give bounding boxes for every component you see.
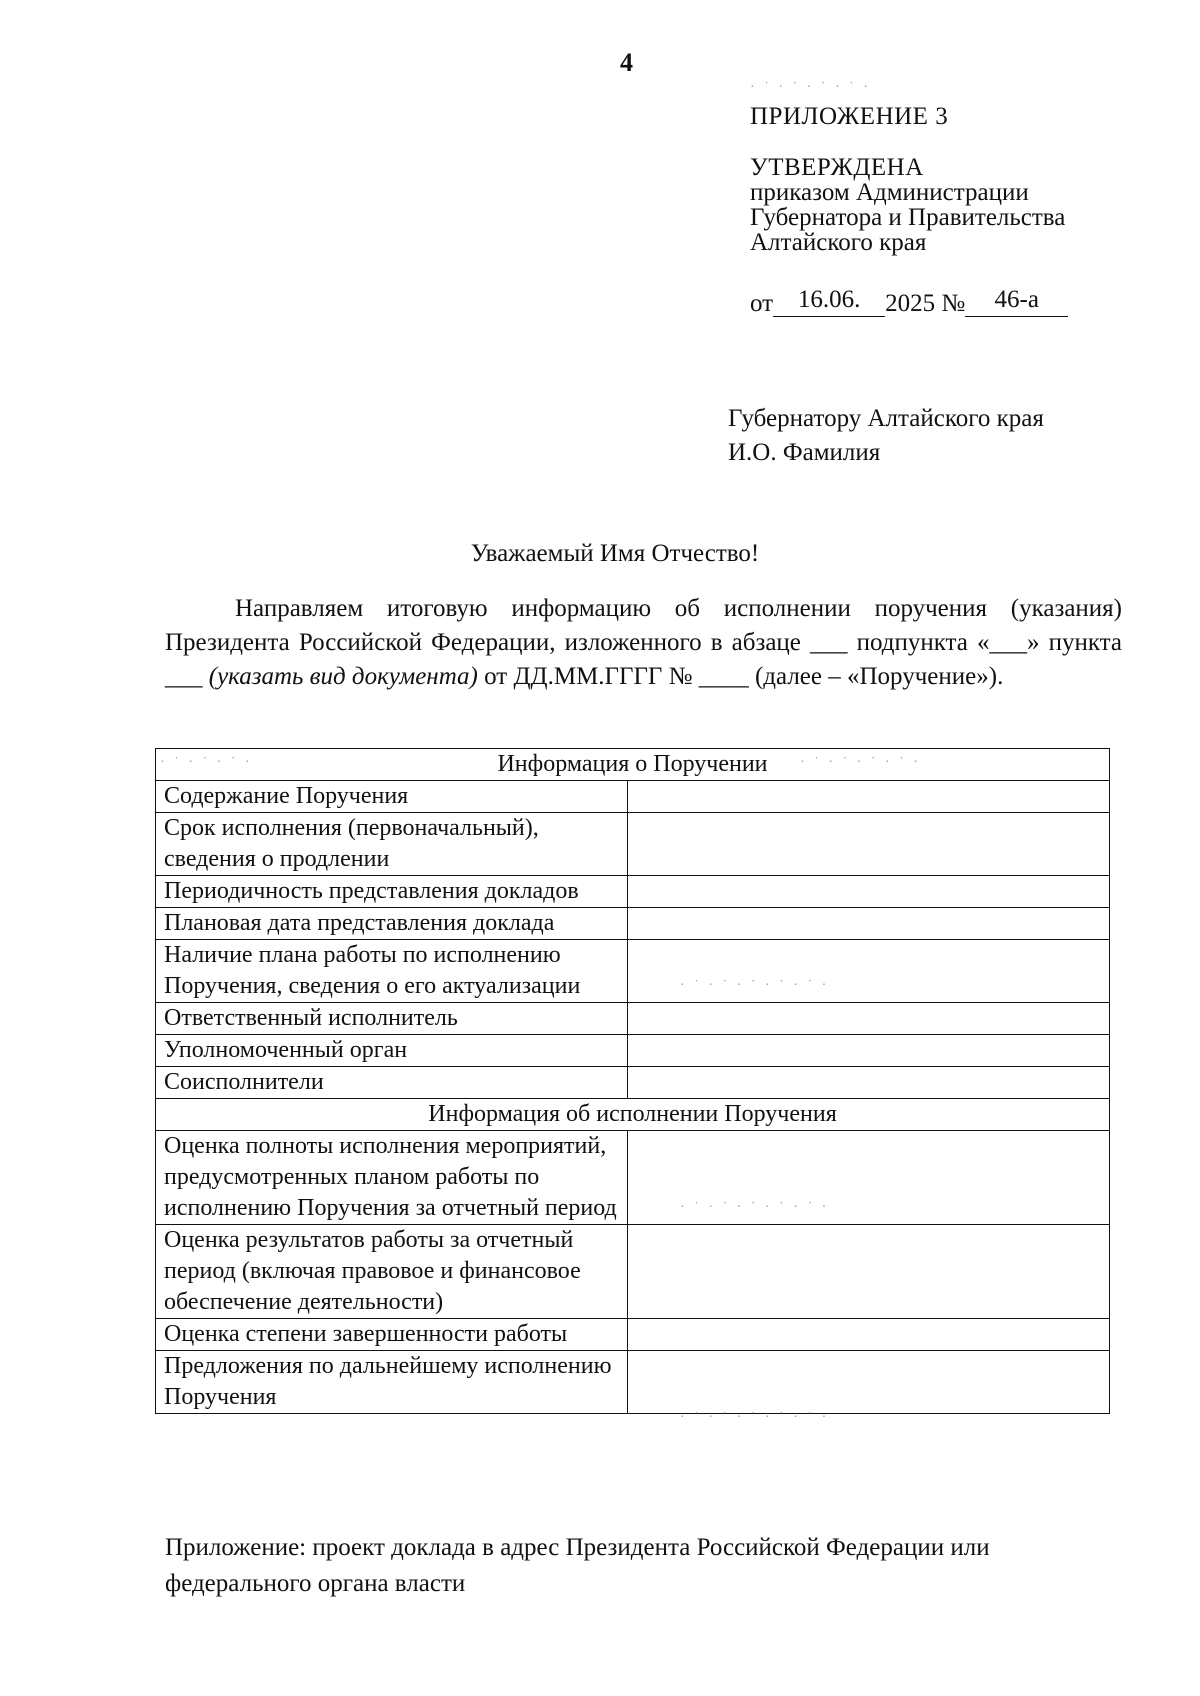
- row-label: Предложения по дальнейшему исполнению Поручения: [156, 1351, 628, 1414]
- intro-text-1: Направляем итоговую информацию об исполнении поручения (указания) Президента Российской Федерации, изложенного в абзаце ___ подпункта «___» пункта ___: [165, 595, 1122, 690]
- row-label: Срок исполнения (первоначальный), сведения о продлении: [156, 813, 628, 876]
- table-row: [156, 908, 1110, 940]
- addressee-position: Губернатору Алтайского края: [728, 405, 1044, 432]
- table-section-row: [156, 749, 1110, 781]
- intro-paragraph: [165, 592, 1122, 694]
- table-row: [156, 1067, 1110, 1099]
- row-value: [628, 1003, 1110, 1035]
- row-value: [628, 876, 1110, 908]
- table-row: [156, 1225, 1110, 1319]
- row-value: [628, 1035, 1110, 1067]
- appendix-title: ПРИЛОЖЕНИЕ 3: [750, 103, 949, 130]
- approval-line: Губернатора и Правительства: [750, 204, 1066, 231]
- info-table: [155, 748, 1110, 1414]
- row-value: [628, 1351, 1110, 1414]
- attachment-note: Приложение: проект доклада в адрес Президента Российской Федерации или федерального органа власти: [165, 1534, 990, 1597]
- table-row: [156, 781, 1110, 813]
- row-label: Наличие плана работы по исполнению Поручения, сведения о его актуализации: [156, 940, 628, 1003]
- intro-text-2: от ДД.ММ.ГГГГ № ____ (далее – «Поручение»).: [477, 663, 1004, 690]
- order-year: 2025 №: [885, 290, 966, 317]
- row-label: Оценка полноты исполнения мероприятий, предусмотренных планом работы по исполнению Поручения за отчетный период: [156, 1131, 628, 1225]
- approval-line: Алтайского края: [750, 229, 927, 256]
- scan-speckle: · ˙ · ˙ · ˙ · ˙ · ˙ ·: [680, 1200, 830, 1215]
- table-row: [156, 1003, 1110, 1035]
- table-row: [156, 1351, 1110, 1414]
- order-number-field: [965, 286, 1068, 317]
- row-label: Оценка степени завершенности работы: [156, 1319, 628, 1351]
- scan-speckle: · ˙ · ˙ · ˙ · ˙ ·: [750, 80, 871, 95]
- row-value: [628, 1225, 1110, 1319]
- addressee-name: И.О. Фамилия: [728, 439, 881, 466]
- addressee-block: [728, 402, 1044, 470]
- row-label: Ответственный исполнитель: [156, 1003, 628, 1035]
- row-value: [628, 908, 1110, 940]
- table-row: [156, 1319, 1110, 1351]
- scan-speckle: · ˙ · ˙ · ˙ ·: [160, 755, 253, 770]
- row-label: Оценка результатов работы за отчетный период (включая правовое и финансовое обеспечение деятельности): [156, 1225, 628, 1319]
- order-line: [750, 286, 1170, 317]
- table-row: [156, 876, 1110, 908]
- page-number: 4: [620, 48, 633, 77]
- order-date-field: [773, 286, 885, 317]
- row-label: Содержание Поручения: [156, 781, 628, 813]
- row-label: Периодичность представления докладов: [156, 876, 628, 908]
- scan-speckle: · ˙ · ˙ · ˙ · ˙ · ˙ ·: [680, 978, 830, 993]
- approval-stamp: [750, 104, 1170, 317]
- table-row: [156, 1131, 1110, 1225]
- table-section-row: [156, 1099, 1110, 1131]
- table-row: [156, 1035, 1110, 1067]
- row-value: [628, 1067, 1110, 1099]
- scan-speckle: · ˙ · ˙ · ˙ · ˙ · ˙ ·: [680, 1410, 830, 1425]
- salutation: Уважаемый Имя Отчество!: [470, 540, 760, 567]
- row-value: [628, 781, 1110, 813]
- row-label: Плановая дата представления доклада: [156, 908, 628, 940]
- row-label: Уполномоченный орган: [156, 1035, 628, 1067]
- order-prefix: от: [750, 290, 774, 317]
- approved-title: УТВЕРЖДЕНА: [750, 154, 924, 181]
- approval-line: приказом Администрации: [750, 179, 1029, 206]
- section-header: Информация о Поручении: [156, 749, 1110, 781]
- table-row: [156, 940, 1110, 1003]
- intro-italic: (указать вид документа): [208, 663, 478, 690]
- table-row: [156, 813, 1110, 876]
- row-value: [628, 1319, 1110, 1351]
- row-value: [628, 813, 1110, 876]
- scan-speckle: · ˙ · ˙ · ˙ · ˙ ·: [800, 755, 921, 770]
- section-header: Информация об исполнении Поручения: [156, 1099, 1110, 1131]
- order-date: 16.06.: [797, 286, 861, 313]
- order-number: 46-а: [994, 286, 1039, 313]
- row-label: Соисполнители: [156, 1067, 628, 1099]
